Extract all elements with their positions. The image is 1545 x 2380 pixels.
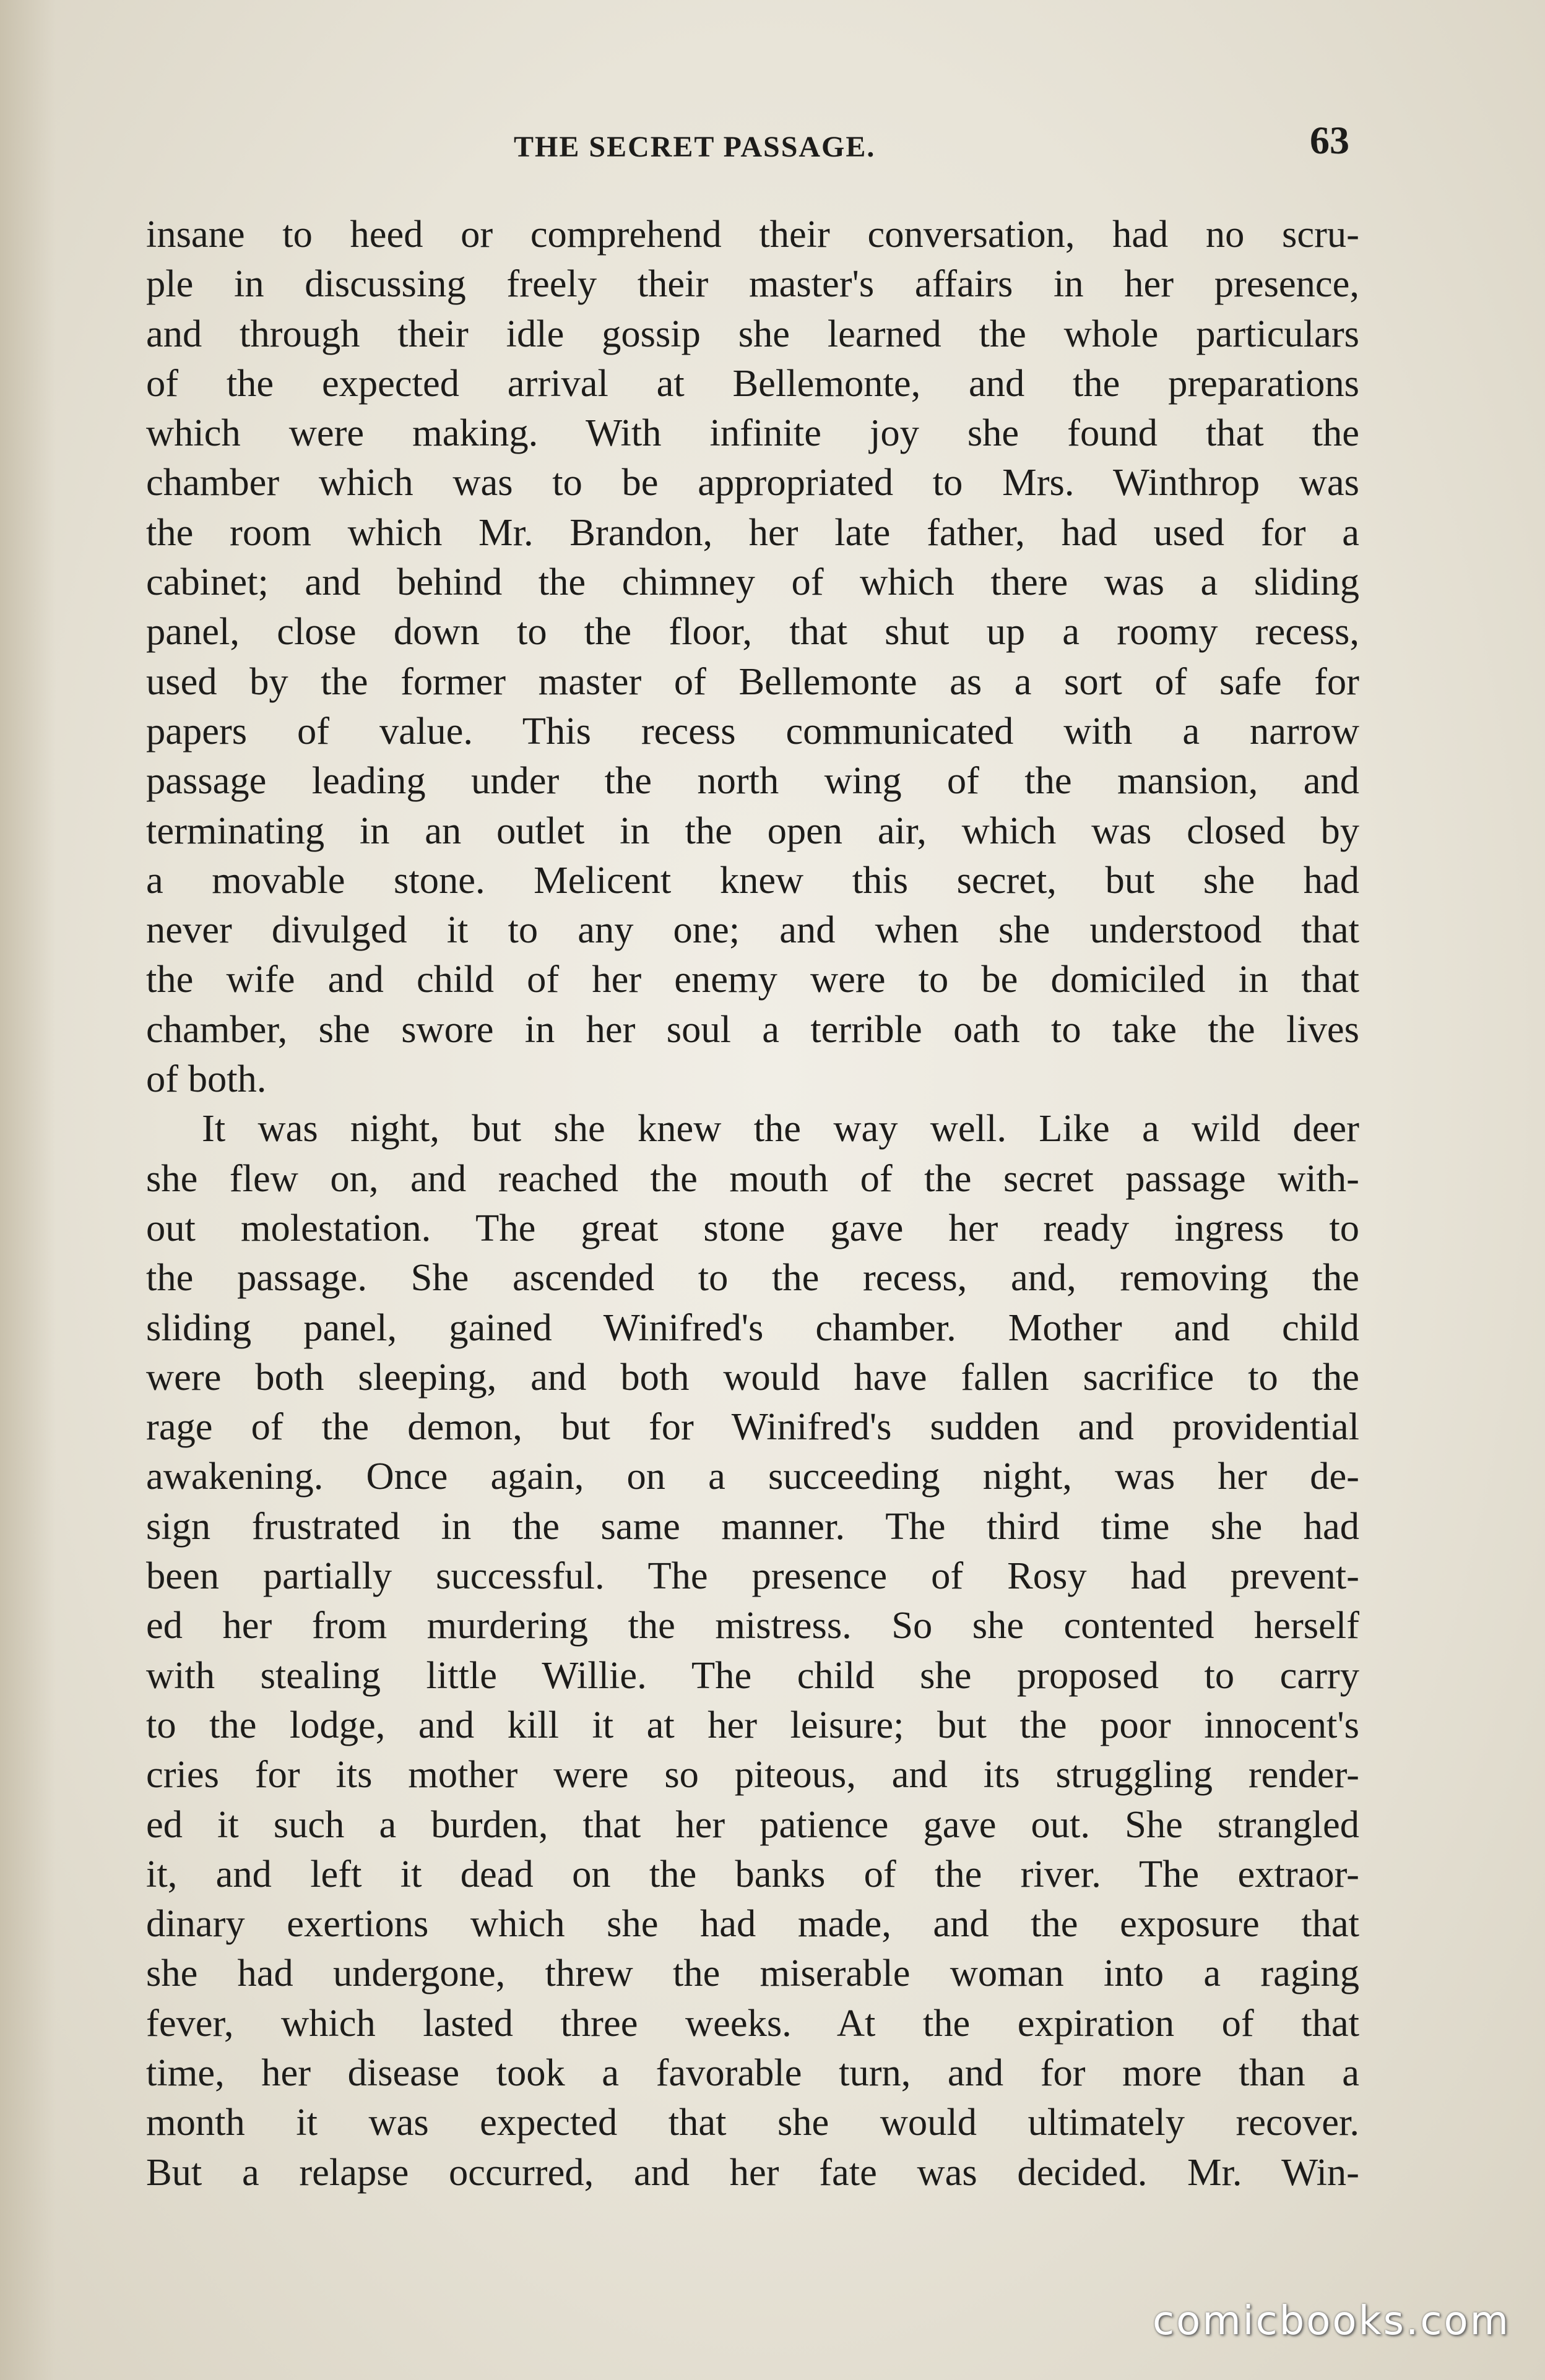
running-title: THE SECRET PASSAGE. — [514, 131, 876, 163]
text-line: ed it such a burden, that her patience gave out. She strangled — [146, 1802, 1359, 1846]
text-line: terminating in an outlet in the open air, which was closed by — [146, 808, 1359, 852]
text-line: the passage. She ascended to the recess, and, removing the — [146, 1256, 1359, 1300]
text-line: out molestation. The great stone gave her ready ingress to — [146, 1205, 1359, 1249]
text-line: ed her from murdering the mistress. So she contented herself — [146, 1603, 1359, 1647]
text-line: rage of the demon, but for Winifred's sudden and providential — [146, 1405, 1359, 1449]
text-line: ple in discussing freely their master's affairs in her presence, — [146, 262, 1359, 306]
text-line: a movable stone. Melicent knew this secret, but she had — [146, 858, 1359, 902]
body-text — [146, 209, 1359, 2197]
text-line: the wife and child of her enemy were to be domiciled in that — [146, 957, 1359, 1001]
text-line: and through their idle gossip she learned the whole particulars — [146, 311, 1359, 355]
text-line: she flew on, and reached the mouth of the secret passage with- — [146, 1156, 1359, 1200]
text-line: been partially successful. The presence of Rosy had prevent- — [146, 1554, 1359, 1598]
page-edge-shadow — [0, 0, 56, 2380]
text-line: awakening. Once again, on a succeeding night, was her de- — [146, 1454, 1359, 1498]
text-line: month it was expected that she would ultimately recover. — [146, 2100, 1359, 2144]
text-line: which were making. With infinite joy she found that the — [146, 411, 1359, 455]
watermark-text: comicbooks.com — [1152, 2298, 1510, 2344]
text-line: to the lodge, and kill it at her leisure; but the poor innocent's — [146, 1702, 1359, 1746]
text-line: dinary exertions which she had made, and the exposure that — [146, 1902, 1359, 1946]
text-line: cries for its mother were so piteous, and its struggling render- — [146, 1753, 1359, 1796]
text-line: she had undergone, threw the miserable woman into a raging — [146, 1951, 1359, 1995]
text-line: It was night, but she knew the way well. Like a wild deer — [202, 1106, 1359, 1150]
text-line: chamber, she swore in her soul a terrible oath to take the lives — [146, 1007, 1359, 1051]
text-line: with stealing little Willie. The child she proposed to carry — [146, 1653, 1359, 1697]
text-line: But a relapse occurred, and her fate was decided. Mr. Win- — [146, 2150, 1359, 2194]
text-line: of both. — [146, 1057, 267, 1101]
text-line: insane to heed or comprehend their conversation, had no scru- — [146, 212, 1359, 256]
text-line: panel, close down to the floor, that shut up a roomy recess, — [146, 610, 1359, 653]
text-line: chamber which was to be appropriated to Mrs. Winthrop was — [146, 460, 1359, 504]
text-line: sign frustrated in the same manner. The third time she had — [146, 1504, 1359, 1548]
text-line: it, and left it dead on the banks of the river. The extraor- — [146, 1852, 1359, 1895]
page-number: 63 — [1310, 118, 1349, 162]
text-line: fever, which lasted three weeks. At the expiration of that — [146, 2001, 1359, 2045]
text-line: never divulged it to any one; and when she understood that — [146, 908, 1359, 952]
text-line: of the expected arrival at Bellemonte, and the preparations — [146, 361, 1359, 405]
page-header — [142, 111, 1356, 179]
text-line: passage leading under the north wing of the mansion, and — [146, 759, 1359, 803]
text-line: were both sleeping, and both would have fallen sacrifice to the — [146, 1355, 1359, 1399]
text-line: papers of value. This recess communicated with a narrow — [146, 709, 1359, 752]
text-line: cabinet; and behind the chimney of which there was a sliding — [146, 560, 1359, 604]
text-line: time, her disease took a favorable turn, and for more than a — [146, 2050, 1359, 2094]
text-line: used by the former master of Bellemonte as a sort of safe for — [146, 659, 1359, 703]
text-line: sliding panel, gained Winifred's chamber. Mother and child — [146, 1305, 1359, 1349]
text-line: the room which Mr. Brandon, her late father, had used for a — [146, 510, 1359, 554]
